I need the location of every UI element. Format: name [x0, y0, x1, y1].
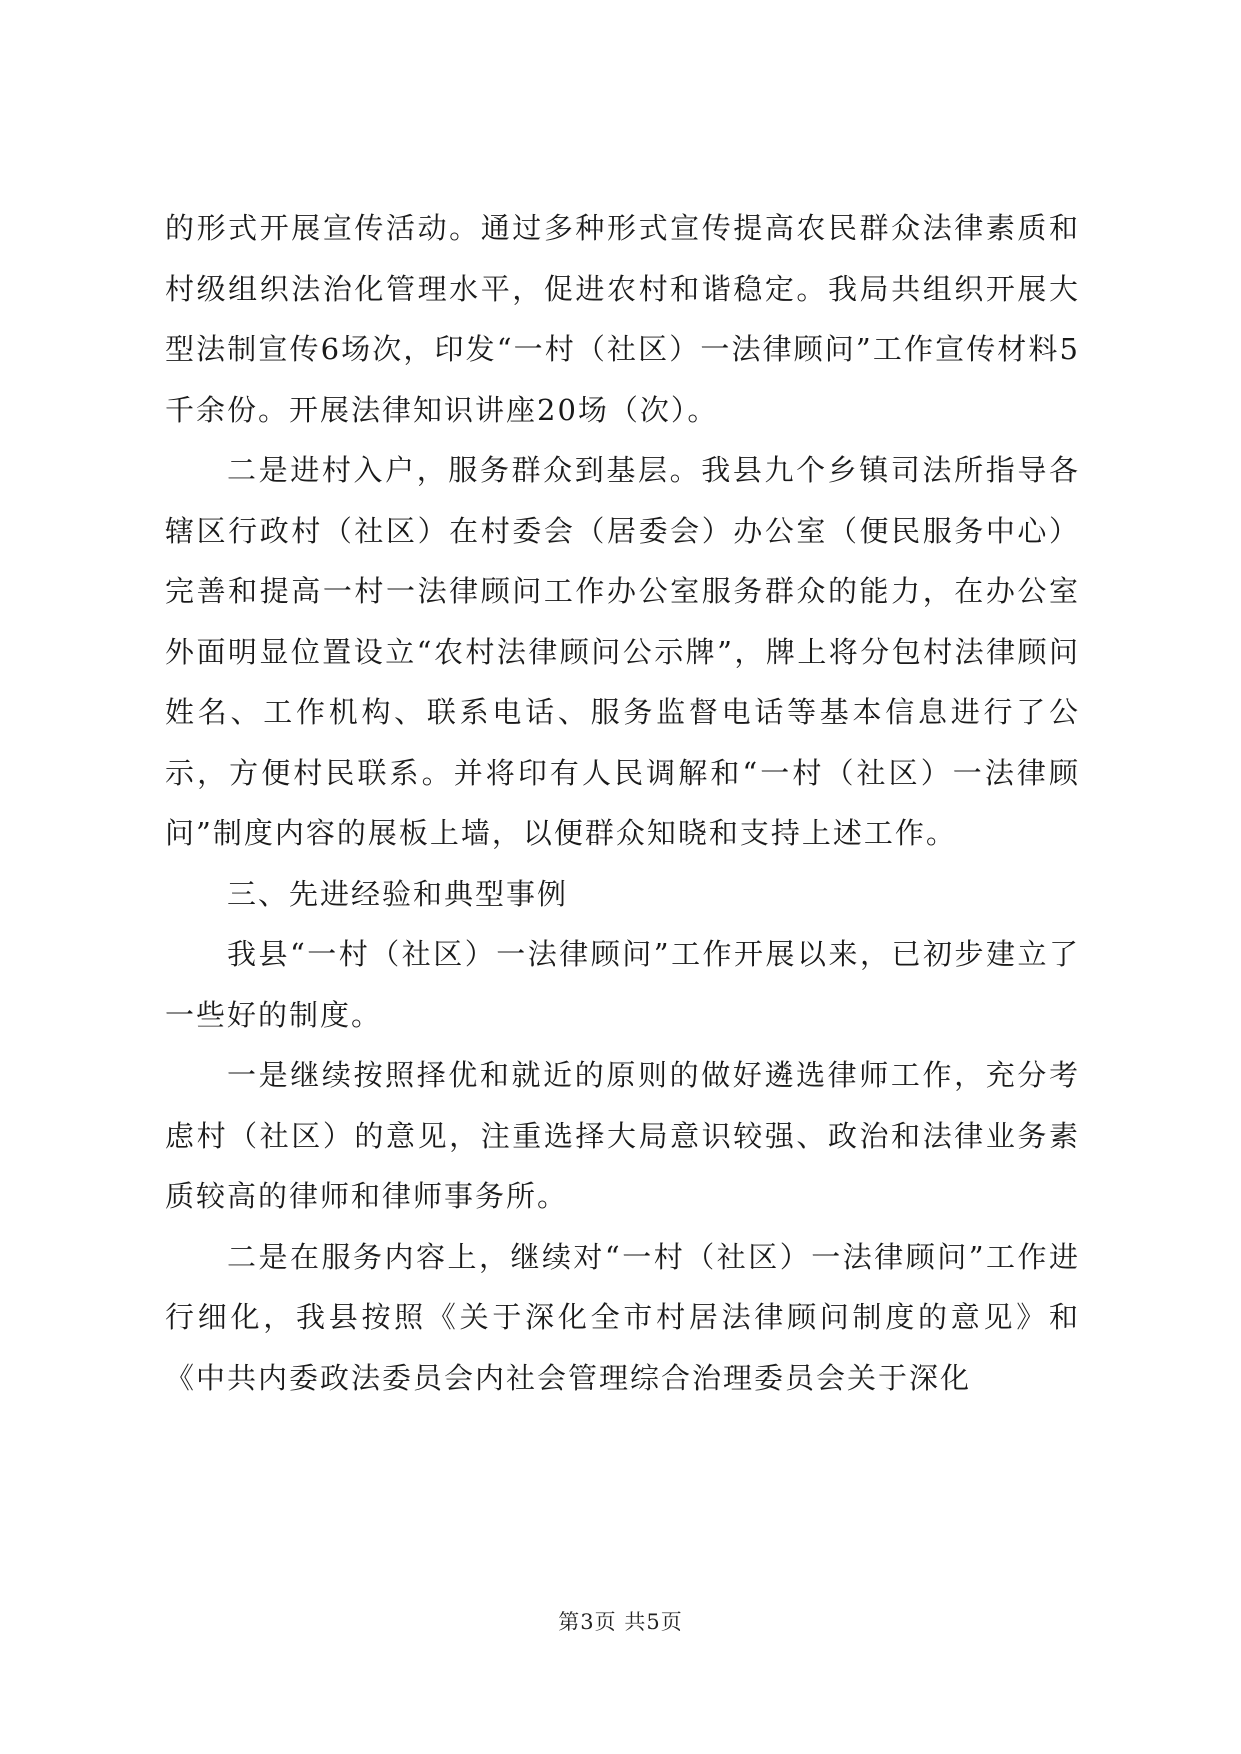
document-body [165, 198, 1080, 1408]
paragraph-6: 二是在服务内容上，继续对“一村（社区）一法律顾问”工作进行细化，我县按照《关于深化全市村居法律顾问制度的意见》和《中共内委政法委员会内社会管理综合治理委员会关于深化 [165, 1239, 1080, 1395]
paragraph-5: 一是继续按照择优和就近的原则的做好遴选律师工作，充分考虑村（社区）的意见，注重选择大局意识较强、政治和法律业务素质较高的律师和律师事务所。 [165, 1058, 1080, 1213]
page-number-label: 第3页 共5页 [558, 1610, 683, 1634]
page-footer [0, 1606, 1241, 1636]
section-heading-3: 三、先进经验和典型事例 [227, 876, 569, 911]
paragraph-2: 二是进村入户，服务群众到基层。我县九个乡镇司法所指导各辖区行政村（社区）在村委会（居委会）办公室（便民服务中心）完善和提高一村一法律顾问工作办公室服务群众的能力，在办公室外面明显位置设立“农村法律顾问公示牌”，牌上将分包村法律顾问姓名、工作机构、联系电话、服务监督电话等基本信息进行了公示，方便村民联系。并将印有人民调解和“一村（社区）一法律顾问”制度内容的展板上墙，以便群众知晓和支持上述工作。 [165, 453, 1080, 850]
paragraph-4: 我县“一村（社区）一法律顾问”工作开展以来，已初步建立了一些好的制度。 [165, 937, 1080, 1032]
paragraph-1: 的形式开展宣传活动。通过多种形式宣传提高农民群众法律素质和村级组织法治化管理水平，促进农村和谐稳定。我局共组织开展大型法制宣传6场次，印发“一村（社区）一法律顾问”工作宣传材料5千余份。开展法律知识讲座20场（次）。 [165, 211, 1080, 427]
